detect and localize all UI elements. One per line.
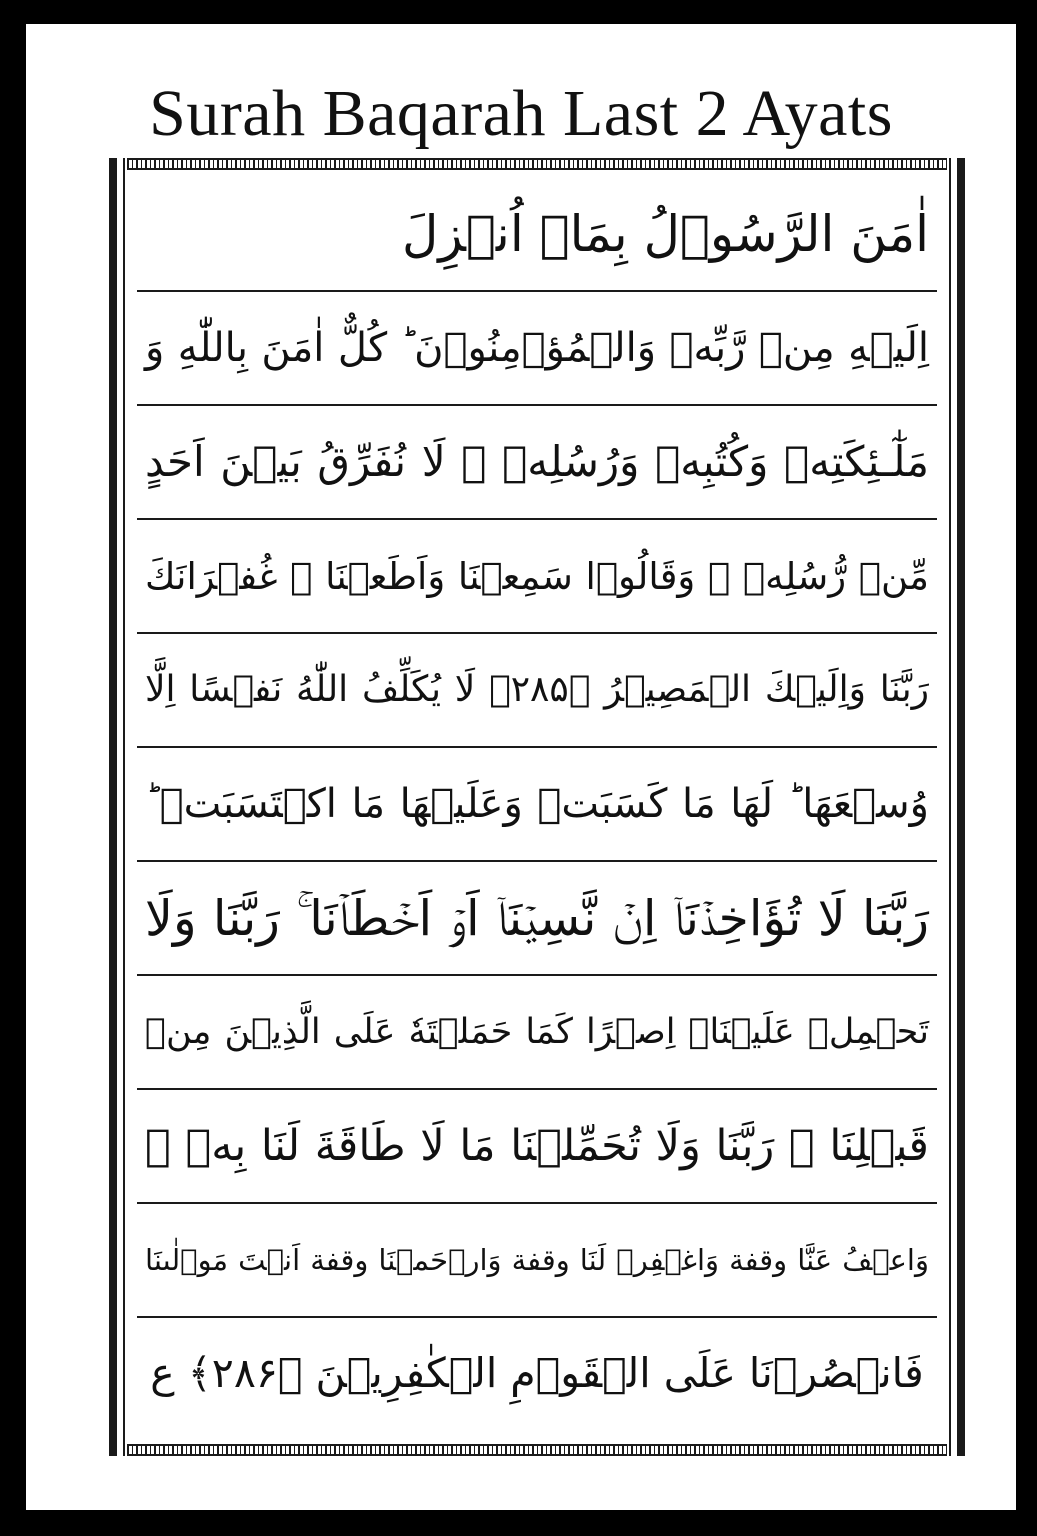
verse-text: مِّنۡ رُّسُلِهٖ ۚ وَقَالُوۡا سَمِعۡنَا وَاَطَعۡنَا ۖ غُفۡرَانَكَ <box>145 554 929 598</box>
frame-top-ornament <box>127 158 947 170</box>
verse-line <box>137 862 937 976</box>
verse-line <box>137 634 937 748</box>
verse-text: رَبَّنَا لَا تُؤَاخِذۡنَاۤ اِنۡ نَّسِيۡنَاۤ اَوۡ اَخۡطَاۡنَا ۚ رَبَّنَا وَلَا <box>145 889 929 947</box>
verse-line <box>137 292 937 406</box>
verse-text: اِلَيۡهِ مِنۡ رَّبِّهٖ وَالۡمُؤۡمِنُوۡنَ ؕ كُلٌّ اٰمَنَ بِاللّٰهِ وَ <box>145 325 929 371</box>
verse-text: فَانۡصُرۡنَا عَلَى الۡقَوۡمِ الۡكٰفِرِيۡنَ ﴿۲۸۶﴾ ع <box>150 1348 924 1397</box>
verse-lines <box>137 178 937 1436</box>
verse-frame <box>109 158 965 1456</box>
page-title: Surah Baqarah Last 2 Ayats <box>149 77 893 150</box>
verse-line <box>137 406 937 520</box>
verse-text: تَحۡمِلۡ عَلَيۡنَاۤ اِصۡرًا كَمَا حَمَلۡتَهٗ عَلَى الَّذِيۡنَ مِنۡ <box>145 1011 929 1052</box>
frame-bottom-ornament <box>127 1444 947 1456</box>
verse-text: وُسۡعَهَا ؕ لَهَا مَا كَسَبَتۡ وَعَلَيۡهَا مَا اكۡتَسَبَتۡ ؕ <box>145 781 929 827</box>
frame-inner-border <box>123 158 951 1456</box>
verse-line <box>137 1318 937 1428</box>
verse-text: وَاعۡفُ عَنَّا وقفة وَاغۡفِرۡ لَنَا وقفة وَارۡحَمۡنَا وقفة اَنۡتَ مَوۡلٰٮنَا <box>145 1242 929 1277</box>
page <box>26 24 1016 1510</box>
verse-line <box>137 748 937 862</box>
verse-line <box>137 178 937 292</box>
verse-line <box>137 1204 937 1318</box>
verse-text: اٰمَنَ الرَّسُوۡلُ بِمَاۤ اُنۡزِلَ <box>402 205 929 263</box>
verse-line <box>137 1090 937 1204</box>
verse-text: مَلٰٓـئِكَتِهٖ وَكُتُبِهٖ وَرُسُلِهٖ ۚ لَا نُفَرِّقُ بَيۡنَ اَحَدٍ <box>145 437 929 486</box>
verse-text: قَبۡلِنَا ۚ رَبَّنَا وَلَا تُحَمِّلۡنَا مَا لَا طَاقَةَ لَنَا بِهٖ ۚ <box>145 1120 929 1171</box>
verse-line <box>137 976 937 1090</box>
verse-line <box>137 520 937 634</box>
verse-text: رَبَّنَا وَاِلَيۡكَ الۡمَصِيۡرُ ﴿۲۸۵﴾ لَا يُكَلِّفُ اللّٰهُ نَفۡسًا اِلَّا <box>145 669 929 710</box>
